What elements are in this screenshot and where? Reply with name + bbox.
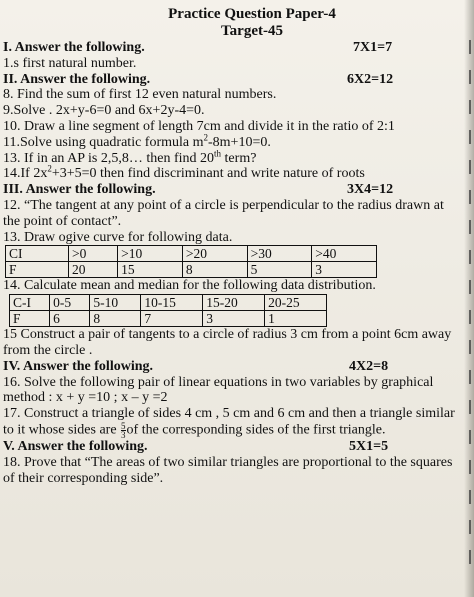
question-11-text-a: 11.Solve using quadratic formula m (3, 134, 204, 150)
table-cell: >30 (247, 246, 312, 262)
question-10: 10. Draw a line segment of length 7cm and divide it in the ratio of 2:1 (3, 118, 395, 134)
table-cell: 8 (182, 262, 247, 278)
section-5-header (3, 439, 461, 455)
question-17 (3, 406, 461, 439)
section-1-label: I. Answer the following. (3, 40, 145, 55)
paper-subtitle: Target-45 (221, 23, 283, 39)
table-cell: 3 (203, 311, 265, 327)
table-cell: 0-5 (50, 295, 90, 311)
question-8: 8. Find the sum of first 12 even natural numbers. (3, 87, 277, 103)
section-5-marks: 5X1=5 (349, 438, 389, 454)
question-1: 1.s first natural number. (3, 55, 137, 71)
question-13a (3, 147, 461, 167)
table-cell: 5 (247, 262, 312, 278)
table-row (6, 262, 377, 278)
table-cell: >10 (118, 246, 183, 262)
ogive-data-table (5, 245, 377, 278)
table-row (10, 311, 327, 327)
question-14b: 14. Calculate mean and median for the following data distribution. (3, 278, 376, 294)
question-12: 12. “The tangent at any point of a circle is perpendicular to the radius drawn at the point of contact”. (3, 197, 444, 229)
section-2-marks: 6X2=12 (347, 71, 394, 87)
distribution-data-table (9, 294, 327, 327)
table-row (10, 295, 327, 311)
table-row (6, 246, 377, 262)
page-edge-marks (469, 40, 471, 570)
table-cell: 8 (90, 311, 141, 327)
table-cell: C-I (10, 295, 50, 311)
table-cell: >0 (69, 246, 118, 262)
table-cell: F (10, 311, 50, 327)
question-13a-superscript: th (214, 147, 222, 158)
table-cell: 7 (141, 311, 203, 327)
question-14a-text-a: 14.If 2x (3, 166, 48, 182)
table-cell: F (6, 262, 69, 278)
question-paper (3, 6, 461, 486)
section-4-label: IV. Answer the following. (3, 358, 154, 374)
table-cell: >20 (182, 246, 247, 262)
question-17-text-b: of the corresponding sides of the first triangle. (126, 422, 386, 438)
question-17-text-a: 17. Construct a triangle of sides 4 cm , 5 cm and 6 cm and then a triangle similar to it whose sides are (3, 406, 455, 438)
section-1-marks: 7X1=7 (353, 40, 393, 55)
table-cell: 15 (118, 262, 183, 278)
question-13a-text-a: 13. If in an AP is 2,5,8… then find 20 (3, 150, 215, 166)
section-4-header (3, 359, 461, 375)
section-3-marks: 3X4=12 (347, 182, 394, 198)
section-2-label: II. Answer the following. (3, 71, 151, 87)
question-11 (3, 132, 461, 151)
table-cell: 20 (69, 262, 118, 278)
section-2-header (3, 72, 461, 88)
table-cell: 10-15 (141, 295, 203, 311)
table-cell: 3 (312, 262, 377, 278)
section-3-label: III. Answer the following. (3, 182, 156, 198)
question-16: 16. Solve the following pair of linear equations in two variables by graphical method : x + y =10 ; x – y =2 (3, 374, 434, 406)
table-cell: 20-25 (265, 295, 327, 311)
question-18: 18. Prove that “The areas of two similar triangles are proportional to the squares of their corresponding side”. (3, 454, 453, 486)
table-cell: 6 (50, 311, 90, 327)
section-5-label: V. Answer the following. (3, 438, 148, 454)
fraction-numerator: 5 (121, 420, 126, 431)
question-13b: 13. Draw ogive curve for following data. (3, 229, 233, 245)
question-11-text-b: -8m+10=0. (208, 134, 271, 150)
table-cell: CI (6, 246, 69, 262)
question-11-exponent: 2 (203, 132, 208, 143)
question-15: 15 Construct a pair of tangents to a circle of radius 3 cm from a point 6cm away from the circle . (3, 327, 452, 358)
question-9: 9.Solve . 2x+y-6=0 and 6x+2y-4=0. (3, 103, 205, 119)
section-3-header (3, 182, 461, 198)
question-14a-text-b: +3+5=0 then find discriminant and write nature of roots (51, 166, 365, 182)
section-4-marks: 4X2=8 (349, 358, 389, 374)
question-13a-text-b: term? (221, 150, 257, 166)
section-1-header (3, 40, 461, 56)
table-cell: 1 (265, 311, 327, 327)
question-14a-exponent: 2 (47, 163, 52, 174)
table-cell: 15-20 (203, 295, 265, 311)
fraction-five-thirds (121, 422, 126, 439)
question-14a (3, 163, 461, 182)
paper-title: Practice Question Paper-4 (168, 6, 336, 22)
fraction-denominator: 3 (121, 429, 126, 440)
table-cell: 5-10 (90, 295, 141, 311)
table-cell: >40 (312, 246, 377, 262)
